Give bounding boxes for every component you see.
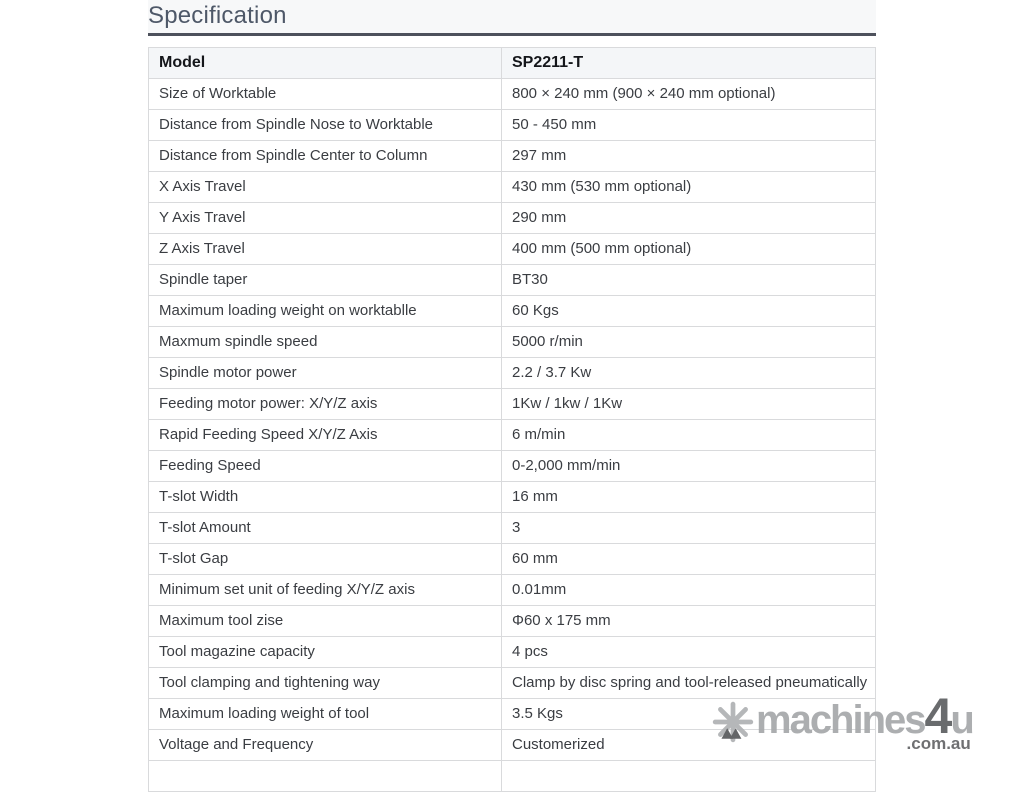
spec-value: 400 mm (500 mm optional) xyxy=(502,234,876,265)
spec-label: Distance from Spindle Nose to Worktable xyxy=(149,110,502,141)
spec-table-body xyxy=(149,79,876,792)
spec-value xyxy=(502,761,876,792)
spec-label: Rapid Feeding Speed X/Y/Z Axis xyxy=(149,420,502,451)
table-row xyxy=(149,544,876,575)
spec-label: Tool clamping and tightening way xyxy=(149,668,502,699)
spec-value: 290 mm xyxy=(502,203,876,234)
spec-label: Feeding Speed xyxy=(149,451,502,482)
table-row xyxy=(149,358,876,389)
table-row xyxy=(149,265,876,296)
spec-label: Maximum loading weight of tool xyxy=(149,699,502,730)
table-row xyxy=(149,172,876,203)
spec-label: Z Axis Travel xyxy=(149,234,502,265)
table-row xyxy=(149,389,876,420)
table-row xyxy=(149,141,876,172)
table-row xyxy=(149,296,876,327)
table-row xyxy=(149,606,876,637)
column-header-model: Model xyxy=(149,48,502,79)
spec-value: 60 mm xyxy=(502,544,876,575)
spec-label: Tool magazine capacity xyxy=(149,637,502,668)
spec-label: Spindle motor power xyxy=(149,358,502,389)
spec-label: Size of Worktable xyxy=(149,79,502,110)
specification-section xyxy=(148,0,876,792)
table-header-row xyxy=(149,48,876,79)
spec-label: Maximum loading weight on worktablle xyxy=(149,296,502,327)
spec-label: Voltage and Frequency xyxy=(149,730,502,761)
spec-value: 430 mm (530 mm optional) xyxy=(502,172,876,203)
watermark-domain: .com.au xyxy=(906,734,971,753)
table-row xyxy=(149,234,876,265)
spec-value: 0-2,000 mm/min xyxy=(502,451,876,482)
spec-label: Spindle taper xyxy=(149,265,502,296)
section-title-band xyxy=(148,0,876,36)
spec-label: Minimum set unit of feeding X/Y/Z axis xyxy=(149,575,502,606)
spec-label: T-slot Amount xyxy=(149,513,502,544)
page-title: Specification xyxy=(148,2,287,29)
spec-value: 3.5 Kgs xyxy=(502,699,876,730)
spec-value: 5000 r/min xyxy=(502,327,876,358)
spec-label: Maximum tool zise xyxy=(149,606,502,637)
spec-value: 2.2 / 3.7 Kw xyxy=(502,358,876,389)
table-row xyxy=(149,420,876,451)
spec-label: Maxmum spindle speed xyxy=(149,327,502,358)
spec-label: Feeding motor power: X/Y/Z axis xyxy=(149,389,502,420)
table-row xyxy=(149,699,876,730)
spec-label: Y Axis Travel xyxy=(149,203,502,234)
spec-label xyxy=(149,761,502,792)
table-row-partial xyxy=(149,761,876,792)
spec-value: 800 × 240 mm (900 × 240 mm optional) xyxy=(502,79,876,110)
table-row xyxy=(149,513,876,544)
table-row xyxy=(149,110,876,141)
spec-value: BT30 xyxy=(502,265,876,296)
watermark-brand-prefix: machines xyxy=(756,698,925,742)
spec-value: Clamp by disc spring and tool-released pneumatically xyxy=(502,668,876,699)
table-row xyxy=(149,637,876,668)
column-header-model-value: SP2211-T xyxy=(502,48,876,79)
spec-value: 3 xyxy=(502,513,876,544)
table-row xyxy=(149,327,876,358)
spec-value: 60 Kgs xyxy=(502,296,876,327)
table-row xyxy=(149,451,876,482)
table-row xyxy=(149,203,876,234)
table-row xyxy=(149,668,876,699)
spec-value: 16 mm xyxy=(502,482,876,513)
table-row xyxy=(149,482,876,513)
table-row xyxy=(149,575,876,606)
spec-value: 4 pcs xyxy=(502,637,876,668)
table-row xyxy=(149,730,876,761)
spec-label: X Axis Travel xyxy=(149,172,502,203)
spec-value: 0.01mm xyxy=(502,575,876,606)
watermark-brand-suffix: u xyxy=(950,698,973,742)
spec-label: Distance from Spindle Center to Column xyxy=(149,141,502,172)
spec-value: 50 - 450 mm xyxy=(502,110,876,141)
watermark-brand-number: 4 xyxy=(924,688,951,744)
spec-value: Customerized xyxy=(502,730,876,761)
spec-label: T-slot Gap xyxy=(149,544,502,575)
spec-label: T-slot Width xyxy=(149,482,502,513)
specification-table xyxy=(148,47,876,792)
spec-value: Φ60 x 175 mm xyxy=(502,606,876,637)
spec-value: 297 mm xyxy=(502,141,876,172)
table-row xyxy=(149,79,876,110)
spec-value: 1Kw / 1kw / 1Kw xyxy=(502,389,876,420)
spec-value: 6 m/min xyxy=(502,420,876,451)
